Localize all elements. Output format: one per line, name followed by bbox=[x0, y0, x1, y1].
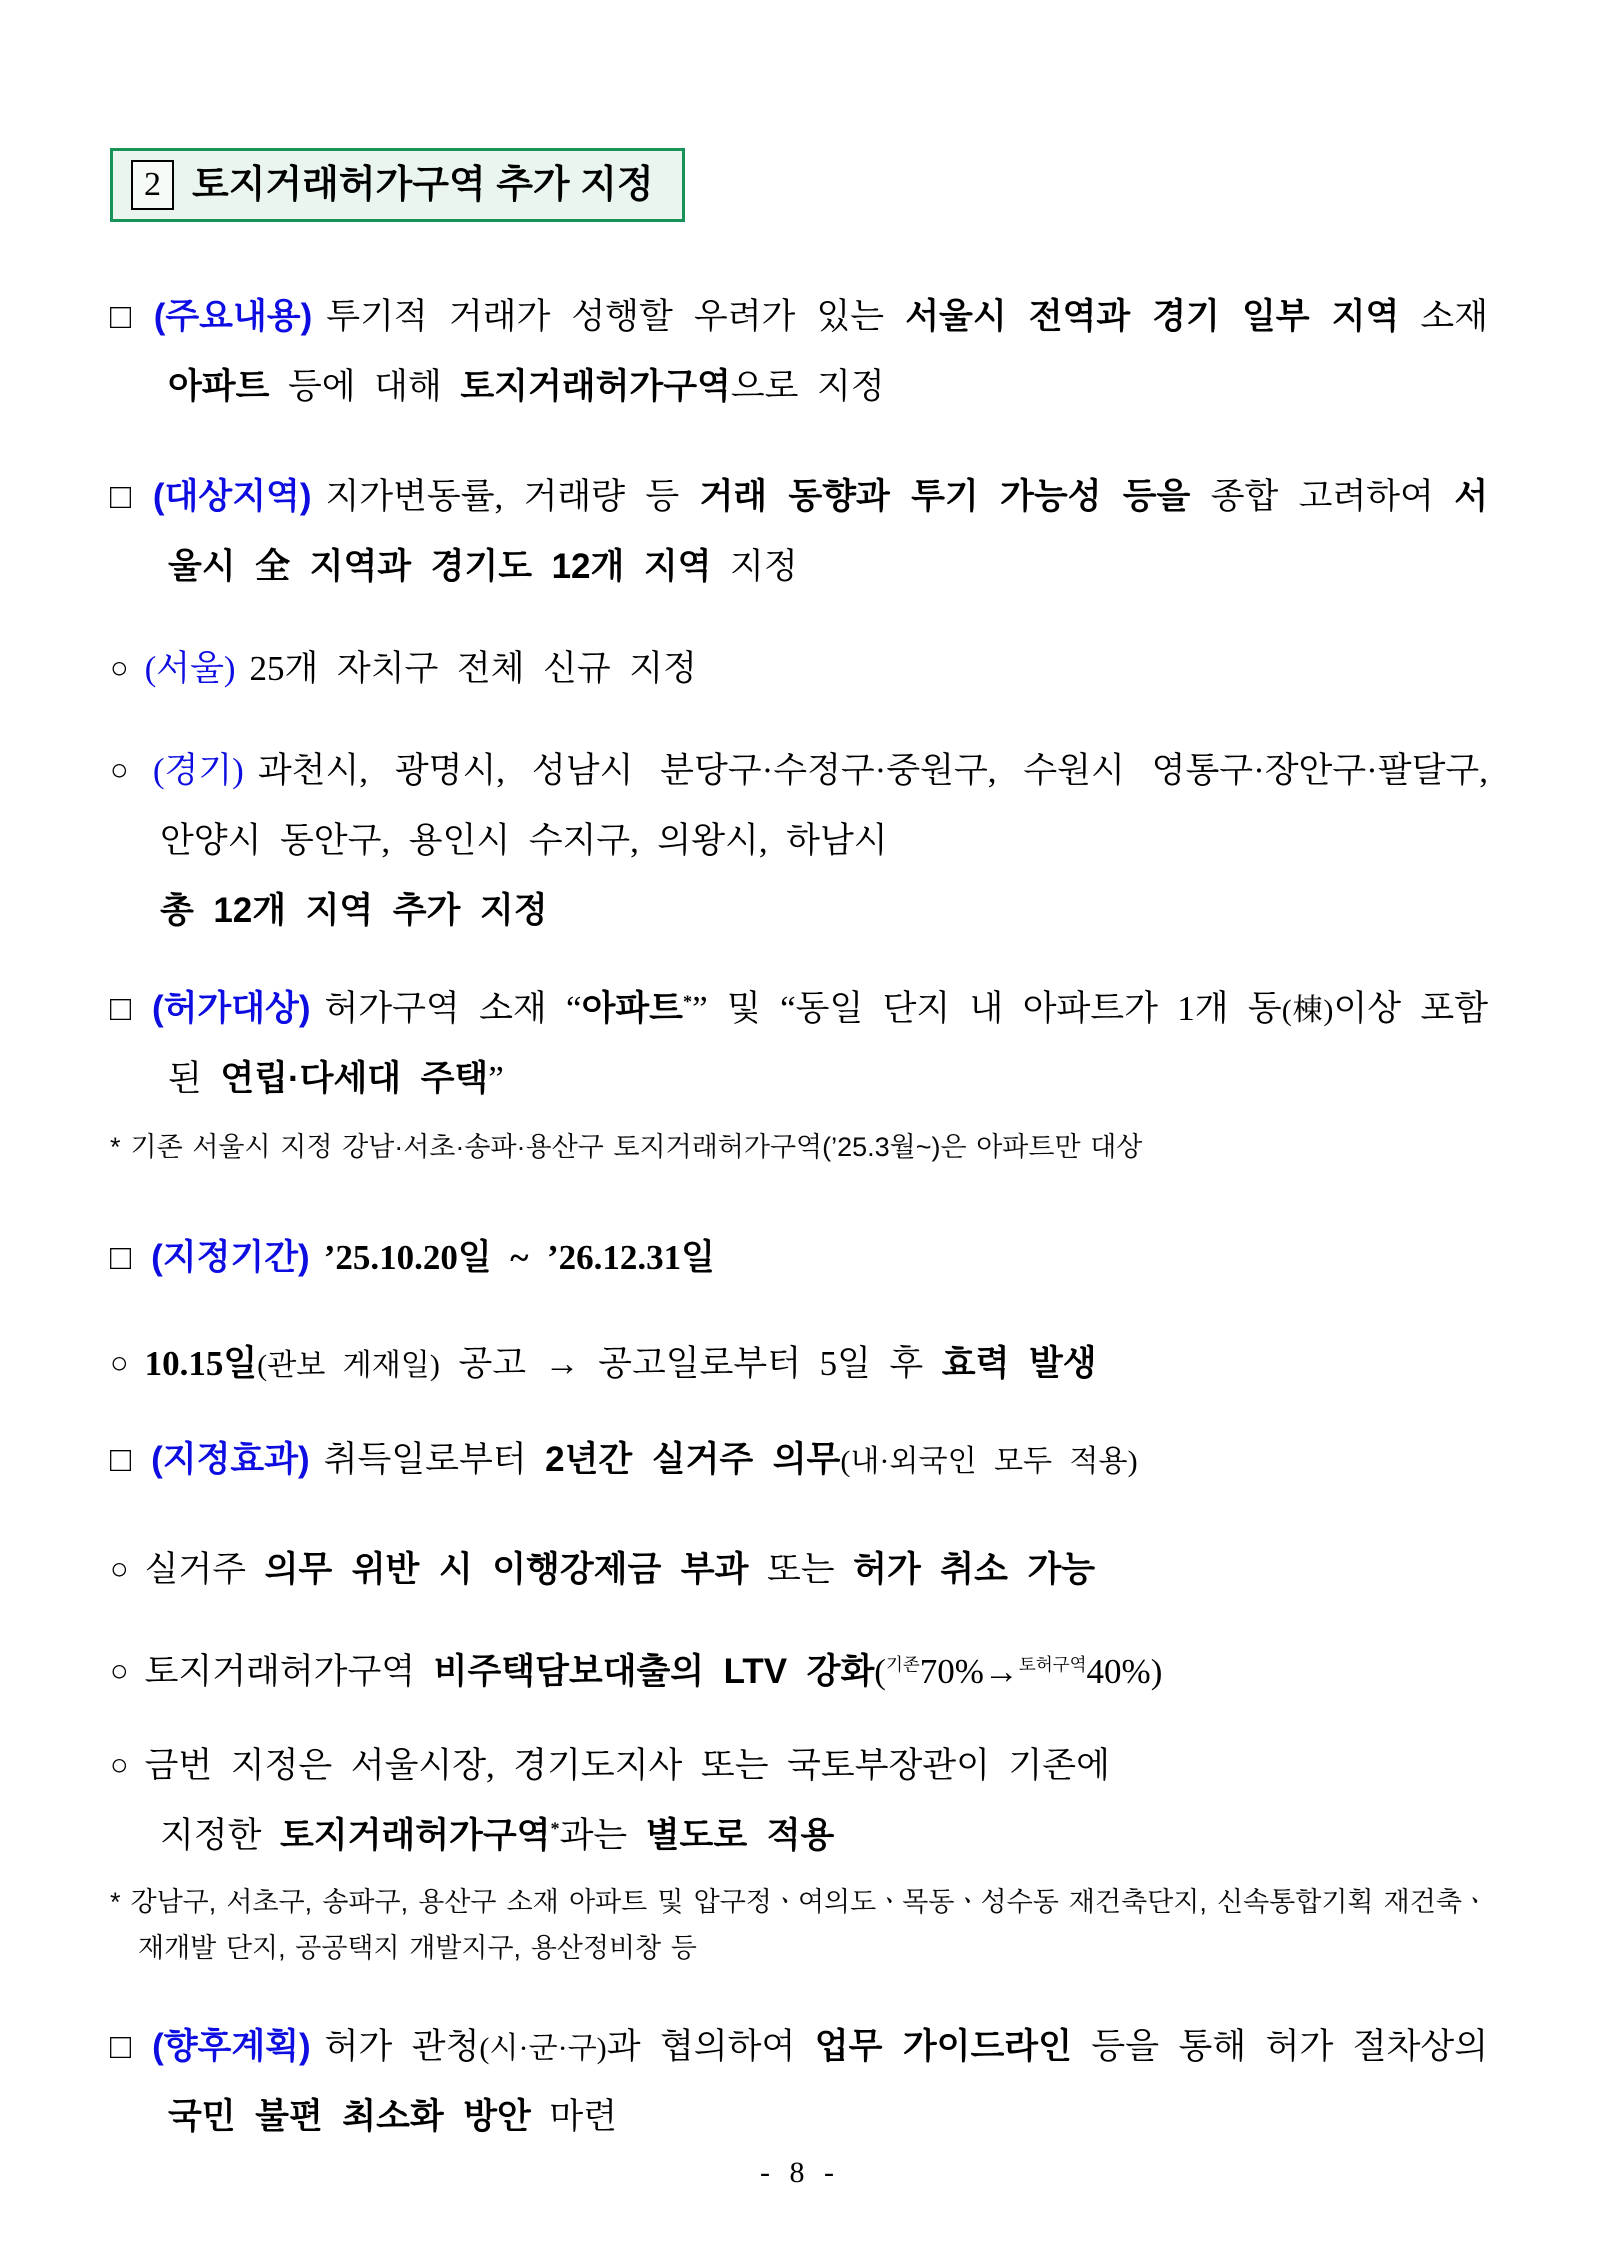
text-run: 과 협의하여 bbox=[606, 2026, 815, 2066]
label-future-plan: (향후계획) bbox=[152, 2026, 311, 2066]
paragraph-main-content bbox=[110, 282, 1488, 422]
bullet-seoul bbox=[110, 634, 1488, 704]
label-main-content: (주요내용) bbox=[153, 297, 313, 337]
text-run: 과천시, 광명시, 성남시 분당구·수정구·중원구, 수원시 영통구·장안구·팔달구, 안양시 동안구, 용인시 수지구, 의왕시, 하남시 bbox=[160, 751, 1488, 861]
section-title-box bbox=[110, 148, 685, 222]
asterisk-icon: * bbox=[110, 1886, 121, 1917]
text-run: 등에 대해 bbox=[269, 367, 461, 407]
text-run: 으로 지정 bbox=[730, 367, 885, 407]
text-run-bold: 서울시 전역과 경기 일부 지역 bbox=[905, 297, 1400, 337]
paragraph-future-plan bbox=[110, 2012, 1488, 2152]
square-bullet-icon: □ bbox=[110, 297, 134, 337]
section-title-text: 토지거래허가구역 추가 지정 bbox=[192, 164, 654, 206]
footnote-text: 강남구, 서초구, 송파구, 용산구 소재 아파트 및 압구정ㆍ여의도ㆍ목동ㆍ성수동 재건축단지, 신속통합기획 재건축ㆍ재개발 단지, 공공택지 개발지구, 용산정비창 등 bbox=[130, 1886, 1488, 1964]
text-run: 토지거래허가구역 bbox=[144, 1651, 434, 1691]
text-run: 등을 통해 허가 절차상의 bbox=[1071, 2026, 1489, 2066]
text-run: 지정한 bbox=[160, 1815, 280, 1855]
text-run: ( bbox=[874, 1651, 886, 1691]
square-bullet-icon: □ bbox=[110, 2026, 133, 2066]
text-run-small: (시·군·구) bbox=[479, 2030, 607, 2065]
text-run: 투기적 거래가 성행할 우려가 있는 bbox=[326, 297, 906, 337]
text-run-bold: 토지거래허가구역 bbox=[279, 1815, 551, 1855]
paragraph-designation-effect bbox=[110, 1425, 1488, 1495]
text-run-bold: 서울시 全 지역과 경기도 12개 지역 bbox=[168, 477, 1488, 587]
text-run-bold: 토지거래허가구역 bbox=[460, 367, 731, 407]
label-seoul: (서울) bbox=[144, 649, 236, 689]
text-run-bold: 거래 동향과 투기 가능성 등을 bbox=[699, 477, 1191, 517]
circle-bullet-icon: ○ bbox=[110, 1551, 129, 1586]
square-bullet-icon: □ bbox=[110, 477, 133, 517]
text-run-bold: 효력 발생 bbox=[941, 1343, 1097, 1383]
text-run-bold: 2년간 실거주 의무 bbox=[545, 1439, 841, 1479]
square-bullet-icon: □ bbox=[110, 1237, 132, 1277]
square-bullet-icon: □ bbox=[110, 1439, 132, 1479]
text-run-bold: 국민 불편 최소화 방안 bbox=[168, 2096, 531, 2136]
paragraph-target-area bbox=[110, 462, 1488, 602]
bullet-separate-application bbox=[110, 1731, 1488, 1871]
text-run-bold: 총 12개 지역 추가 지정 bbox=[160, 891, 548, 931]
text-run-bold: 업무 가이드라인 bbox=[814, 2026, 1072, 2066]
label-designation-effect: (지정효과) bbox=[151, 1439, 310, 1479]
text-run: 금번 지정은 서울시장, 경기도지사 또는 국토부장관이 기존에 bbox=[144, 1745, 1110, 1785]
text-run-bold-serif: ’25.10.20일 ~ ’26.12.31일 bbox=[323, 1237, 715, 1277]
label-gyeonggi: (경기) bbox=[152, 751, 244, 791]
page-number: - 8 - bbox=[760, 2156, 840, 2189]
circle-bullet-icon: ○ bbox=[110, 651, 129, 686]
footnote-existing-districts bbox=[110, 1879, 1488, 1972]
text-run: 이상 포함된 bbox=[168, 989, 1489, 1099]
superscript-label-zone: 토허구역 bbox=[1018, 1654, 1087, 1675]
circle-bullet-icon: ○ bbox=[110, 1653, 129, 1688]
bullet-gyeonggi bbox=[110, 736, 1488, 946]
label-permit-target: (허가대상) bbox=[151, 989, 311, 1029]
paragraph-permit-target bbox=[110, 974, 1488, 1114]
superscript-label-existing: 기존 bbox=[885, 1654, 920, 1675]
text-run-small: (관보 게재일) bbox=[257, 1347, 440, 1382]
text-run: 허가 관청 bbox=[324, 2026, 480, 2066]
footnote-asterisk: * bbox=[683, 991, 693, 1012]
text-run: 지가변동률, 거래량 등 bbox=[325, 477, 700, 517]
text-run: ” bbox=[488, 1059, 504, 1099]
text-run-bold: 연립·다세대 주택 bbox=[220, 1059, 489, 1099]
text-run: ” 및 “동일 단지 내 아파트가 1개 동 bbox=[692, 989, 1282, 1029]
bullet-notice-date bbox=[110, 1329, 1488, 1399]
circle-bullet-icon: ○ bbox=[110, 1747, 129, 1782]
text-run-bold: 아파트 bbox=[581, 989, 683, 1029]
text-run: 취득일로부터 bbox=[323, 1439, 546, 1479]
text-run: 40%) bbox=[1086, 1651, 1163, 1691]
text-run: 지정 bbox=[711, 547, 798, 587]
text-run: 25개 자치구 전체 신규 지정 bbox=[249, 649, 697, 689]
text-run: 과는 bbox=[559, 1815, 646, 1855]
text-run-bold: 아파트 bbox=[168, 367, 270, 407]
text-run: 70%→ bbox=[919, 1651, 1019, 1691]
circle-bullet-icon: ○ bbox=[110, 753, 137, 788]
text-run-bold-serif: 10.15일 bbox=[144, 1343, 258, 1383]
text-run-bold: 허가 취소 가능 bbox=[853, 1549, 1096, 1589]
footnote-asterisk: * bbox=[550, 1818, 560, 1839]
label-target-area: (대상지역) bbox=[152, 477, 312, 517]
footnote-existing-zone bbox=[110, 1124, 1488, 1170]
text-run-small: (棟) bbox=[1281, 993, 1334, 1028]
label-designation-period: (지정기간) bbox=[151, 1237, 310, 1277]
text-run-bold: 의무 위반 시 이행강제금 부과 bbox=[264, 1549, 749, 1589]
square-bullet-icon: □ bbox=[110, 989, 132, 1029]
text-run-small: (내·외국인 모두 적용) bbox=[840, 1443, 1138, 1478]
text-run: 실거주 bbox=[144, 1549, 265, 1589]
footnote-text: 기존 서울시 지정 강남·서초·송파·용산구 토지거래허가구역(’25.3월~)은 아파트만 대상 bbox=[130, 1132, 1143, 1163]
text-run: 종합 고려하여 bbox=[1190, 477, 1455, 517]
text-run: 허가구역 소재 “ bbox=[324, 989, 582, 1029]
text-run: 마련 bbox=[530, 2096, 618, 2136]
bullet-ltv bbox=[110, 1637, 1488, 1707]
text-run: 또는 bbox=[748, 1549, 854, 1589]
paragraph-designation-period bbox=[110, 1223, 1488, 1293]
text-run-bold: 별도로 적용 bbox=[645, 1815, 835, 1855]
text-run: 소재 bbox=[1399, 297, 1489, 337]
section-number-badge: 2 bbox=[131, 160, 174, 210]
text-run-bold: 비주택담보대출의 LTV 강화 bbox=[433, 1651, 875, 1691]
bullet-residence-duty bbox=[110, 1535, 1488, 1605]
asterisk-icon: * bbox=[110, 1132, 121, 1163]
text-run: 공고 → 공고일로부터 5일 후 bbox=[439, 1343, 942, 1383]
circle-bullet-icon: ○ bbox=[110, 1345, 129, 1380]
